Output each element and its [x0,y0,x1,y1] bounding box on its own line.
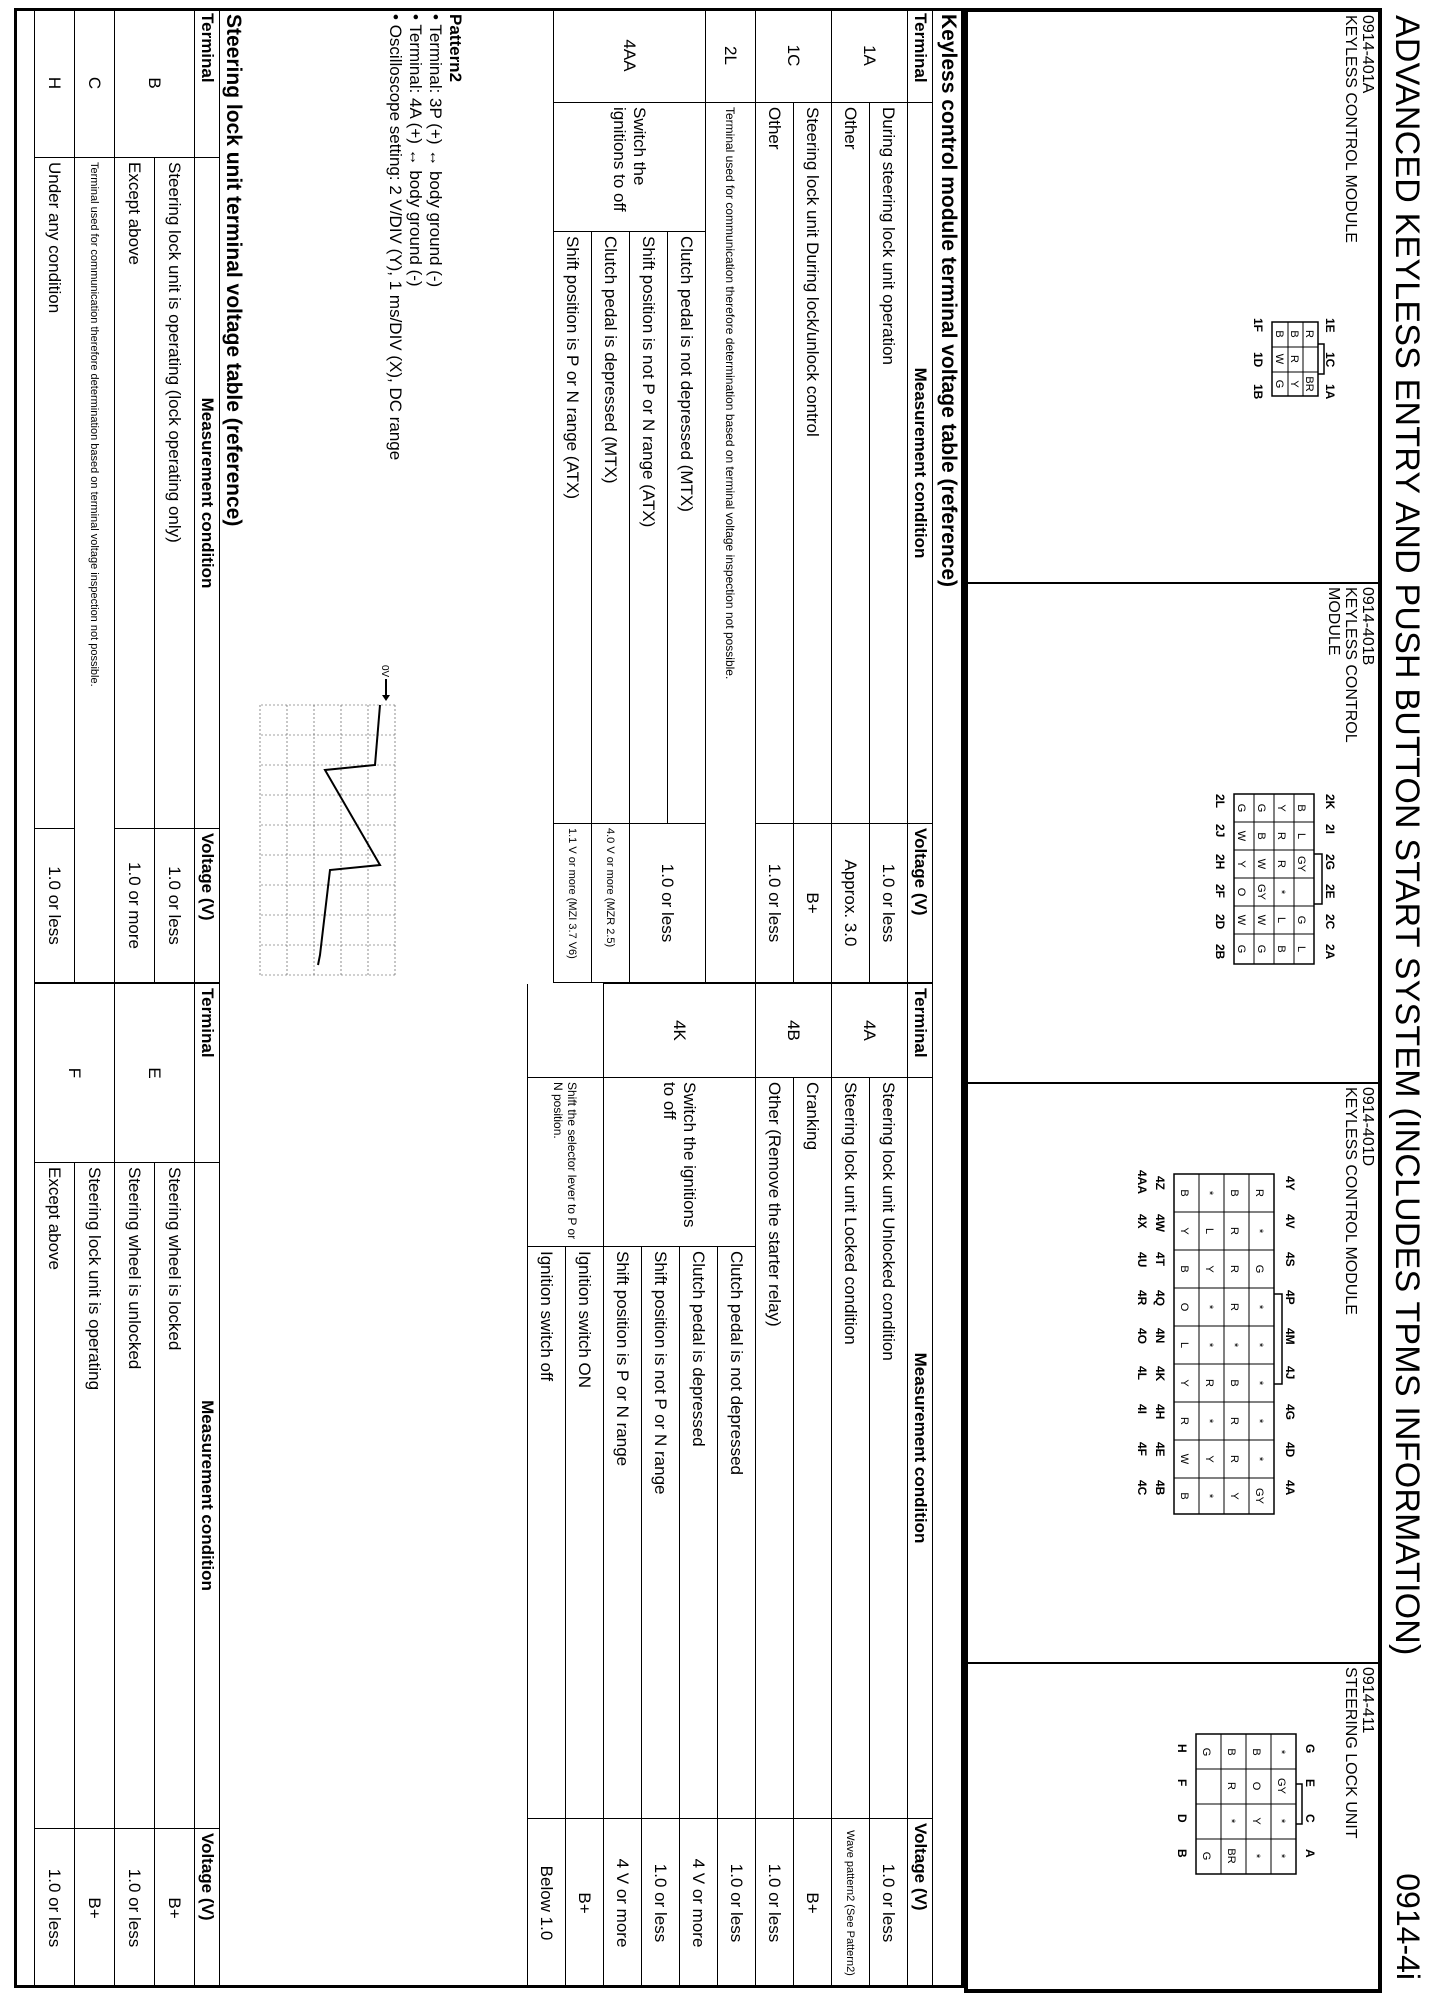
condition-cell: Clutch pedal is depressed [680,1247,718,1819]
svg-text:*: * [1253,1418,1265,1424]
condition-cell: Other [832,103,870,824]
connector-diagram-411 [1138,1724,1318,1924]
svg-text:G: G [1255,803,1267,813]
voltage-cell: 1.0 or less [642,1819,680,1988]
condition-cell: Steering wheel is unlocked [115,1163,155,1829]
svg-text:R: R [1228,1227,1240,1235]
table-row [35,9,75,983]
table-row [794,9,832,983]
svg-text:2L: 2L [1213,794,1227,809]
svg-text:2K: 2K [1323,794,1337,810]
table-header-row [908,9,933,983]
svg-text:4Y: 4Y [1283,1176,1297,1191]
terminal-cell: H [35,9,75,158]
connector-diagram-401a [1248,312,1338,432]
voltage-cell: 1.0 or less [756,824,794,983]
table-row [794,984,832,1988]
svg-text:*: * [1228,1342,1240,1348]
svg-text:*: * [1203,1418,1215,1424]
note-cell: Terminal used for communication therefore determination based on terminal voltage inspection not possible. [706,103,756,983]
voltage-cell: 1.0 or less [870,1819,908,1988]
condition-cell: Other [756,103,794,824]
condition-cell: Steering lock unit is operating [75,1163,115,1829]
condition-cell: Except above [115,158,155,829]
svg-text:G: G [1303,1744,1317,1754]
condition-cell: Clutch pedal is depressed (MTX) [592,232,630,824]
condition-cell: Steering lock unit During lock/unlock control [794,103,832,824]
connector-name: KEYLESS CONTROL MODULE [1325,587,1359,743]
svg-text:Y: Y [1203,1265,1215,1273]
svg-text:L: L [1203,1227,1215,1235]
svg-text:2C: 2C [1323,914,1337,930]
svg-text:2D: 2D [1213,914,1227,930]
svg-text:Y: Y [1250,1817,1262,1825]
svg-text:4P: 4P [1283,1290,1297,1305]
svg-text:4AA: 4AA [1135,1170,1149,1195]
terminal-cell: B [115,9,195,158]
svg-text:1E: 1E [1323,318,1337,333]
svg-text:B: B [1228,1379,1240,1387]
svg-text:B: B [1250,1748,1262,1756]
terminal-cell: 1A [832,9,908,103]
terminal-cell: 2L [706,9,756,103]
pattern-bullet: • Terminal: 4A (+) ↔ body ground (-) [406,14,425,287]
svg-text:W: W [1235,830,1247,842]
voltage-cell: 1.0 or more [115,829,155,983]
svg-text:4N: 4N [1153,1328,1167,1344]
condition-cell: Under any condition [35,158,75,829]
svg-text:Y: Y [1203,1455,1215,1463]
svg-text:2H: 2H [1213,854,1227,870]
connector-name: KEYLESS CONTROL MODULE [1342,1087,1359,1315]
col-terminal: Terminal [195,9,220,158]
svg-text:4V: 4V [1283,1214,1297,1229]
svg-text:1D: 1D [1251,352,1265,368]
svg-text:E: E [1303,1779,1317,1788]
table-row [566,984,604,1988]
connector-id: 0914-401B [1359,587,1376,666]
svg-text:R: R [1228,1455,1240,1463]
svg-text:4G: 4G [1283,1404,1297,1421]
group-cell: Shift the selector lever to P or N position. [528,1078,604,1247]
col-condition: Measurement condition [195,158,220,829]
svg-text:*: * [1203,1342,1215,1348]
svg-text:W: W [1273,353,1285,365]
connector-cell-401D [967,1083,1379,1663]
voltage-cell: 1.0 or less [718,1819,756,1988]
svg-text:*: * [1275,889,1287,895]
group-cell: Switch the ignitions to off [554,103,706,232]
oscilloscope-waveform [255,665,400,985]
voltage-cell: B+ [75,1829,115,1988]
svg-text:A: A [1303,1849,1317,1858]
svg-text:4F: 4F [1135,1442,1149,1457]
svg-text:*: * [1203,1190,1215,1196]
svg-text:O: O [1178,1302,1190,1312]
voltage-cell: 1.0 or less [870,824,908,983]
condition-cell: Steering wheel is locked [155,1163,195,1829]
svg-text:2B: 2B [1213,944,1227,960]
keyless-table-title: Keyless control module terminal voltage table (reference) [937,14,960,588]
svg-text:W: W [1255,858,1267,870]
svg-text:4O: 4O [1135,1328,1149,1345]
terminal-cell: 4A [832,984,908,1078]
svg-text:H: H [1175,1744,1189,1753]
table-row [75,9,115,983]
pattern-bullet: • Terminal: 3P (+) ↔ body ground (-) [426,14,445,288]
voltage-cell: Approx. 3.0 [832,824,870,983]
voltage-cell: B+ [794,1819,832,1988]
svg-text:Y: Y [1275,804,1287,812]
condition-cell: Ignition switch off [528,1247,566,1819]
svg-text:4C: 4C [1135,1480,1149,1496]
svg-text:1C: 1C [1323,352,1337,368]
terminal-cell: 4K [604,984,756,1078]
connector-id: 0914-401A [1359,15,1376,94]
svg-text:4D: 4D [1283,1442,1297,1458]
condition-cell: During steering lock unit operation [870,103,908,824]
svg-text:*: * [1253,1342,1265,1348]
svg-text:R: R [1225,1782,1237,1790]
svg-text:W: W [1178,1453,1190,1465]
svg-text:2J: 2J [1213,824,1227,838]
svg-text:G: G [1200,1851,1212,1861]
svg-text:GY: GY [1275,1778,1287,1794]
col-terminal: Terminal [908,984,933,1078]
connector-cell-401B [967,583,1379,1083]
svg-text:4E: 4E [1153,1442,1167,1457]
terminal-cell: 4AA [554,9,706,103]
table-row [756,9,794,983]
voltage-cell: 1.0 or less [35,829,75,983]
voltage-cell: 1.0 or less [756,1819,794,1988]
terminal-cell: 4B [756,984,832,1078]
pattern-title: Pattern2 [446,14,465,83]
svg-text:*: * [1253,1380,1265,1386]
svg-text:O: O [1235,887,1247,897]
table-header-row [195,984,220,1988]
connector-diagram-401b [1188,784,1338,1004]
svg-text:4H: 4H [1153,1404,1167,1420]
col-voltage: Voltage (V) [195,829,220,983]
svg-text:B: B [1275,945,1287,953]
table-header-row [195,9,220,983]
table-row [756,984,794,1988]
svg-text:4M: 4M [1283,1328,1297,1345]
connector-id: 0914-411 [1359,1667,1376,1734]
svg-text:4R: 4R [1135,1290,1149,1306]
voltage-cell: 4.0 V or more (MZR 2.5) [592,824,630,983]
svg-text:GY: GY [1255,884,1267,900]
connector-name: STEERING LOCK UNIT [1342,1667,1359,1839]
col-voltage: Voltage (V) [908,1819,933,1988]
svg-text:Y: Y [1178,1227,1190,1235]
col-condition: Measurement condition [908,1078,933,1819]
table-row [155,9,195,983]
condition-cell: Clutch pedal is not depressed (MTX) [668,232,706,824]
svg-text:*: * [1275,1818,1287,1824]
steering-table-left [34,8,220,983]
col-condition: Measurement condition [195,1163,220,1829]
table-row [870,984,908,1988]
voltage-cell: B+ [566,1819,604,1988]
svg-text:4S: 4S [1283,1252,1297,1267]
svg-text:4W: 4W [1153,1214,1167,1232]
doc-number: 0914-4i [1390,1873,1426,1980]
svg-text:R: R [1253,1189,1265,1197]
condition-cell: Ignition switch ON [566,1247,604,1819]
svg-text:4Z: 4Z [1153,1176,1167,1191]
svg-text:*: * [1225,1818,1237,1824]
svg-text:4A: 4A [1283,1480,1297,1496]
svg-text:2I: 2I [1323,824,1337,835]
svg-text:G: G [1235,803,1247,813]
condition-cell: Steering lock unit Unlocked condition [870,1078,908,1819]
svg-text:R: R [1228,1303,1240,1311]
connector-name: KEYLESS CONTROL MODULE [1342,15,1359,243]
svg-text:B: B [1175,1849,1189,1858]
condition-cell: Other (Remove the starter relay) [756,1078,794,1819]
table-row [832,984,870,1988]
svg-text:D: D [1175,1814,1189,1823]
group-cell: Switch the ignitions to off [604,1078,756,1247]
svg-text:W: W [1235,914,1247,926]
svg-text:4K: 4K [1153,1366,1167,1382]
svg-text:*: * [1203,1493,1215,1499]
svg-text:BR: BR [1303,376,1315,392]
svg-text:B: B [1228,1189,1240,1197]
svg-text:Y: Y [1178,1379,1190,1387]
condition-cell: Shift position is not P or N range (ATX) [630,232,668,824]
voltage-cell: 1.0 or less [115,1829,155,1988]
voltage-cell: 1.0 or less [155,829,195,983]
svg-text:B: B [1178,1492,1190,1500]
svg-text:*: * [1253,1228,1265,1234]
svg-text:*: * [1275,1749,1287,1755]
condition-cell: Steering lock unit Locked condition [832,1078,870,1819]
terminal-cell: C [75,9,115,158]
svg-text:R: R [1228,1417,1240,1425]
svg-text:G: G [1255,944,1267,954]
zero-volt-label: 0V [379,665,390,678]
connector-panel [964,8,1382,1993]
voltage-cell: B+ [155,1829,195,1988]
svg-text:B: B [1178,1265,1190,1273]
svg-text:L: L [1178,1341,1190,1349]
svg-text:4L: 4L [1135,1366,1149,1381]
svg-text:*: * [1253,1456,1265,1462]
svg-text:R: R [1275,860,1287,868]
page-title: ADVANCED KEYLESS ENTRY AND PUSH BUTTON START SYSTEM (INCLUDES TPMS INFORMATION) [1388,15,1426,1656]
terminal-cell [528,984,604,1078]
terminal-cell: F [35,984,115,1163]
connector-cell-411 [967,1663,1379,1990]
col-terminal: Terminal [195,984,220,1163]
svg-text:B: B [1178,1189,1190,1197]
svg-text:R: R [1203,1379,1215,1387]
svg-text:1A: 1A [1323,384,1337,400]
col-condition: Measurement condition [908,103,933,824]
voltage-cell: Wave pattern2 (See Pattern2) [832,1819,870,1988]
terminal-cell: 1C [756,9,832,103]
svg-text:Y: Y [1228,1492,1240,1500]
svg-text:L: L [1275,916,1287,924]
svg-text:4B: 4B [1153,1480,1167,1496]
pattern-bullet: • Oscilloscope setting: 2 V/DIV (Y), 1 ms/DIV (X), DC range [386,14,405,461]
table-row [718,984,756,1988]
voltage-cell: 4 V or more [604,1819,642,1988]
svg-text:4J: 4J [1283,1366,1297,1380]
svg-text:G: G [1235,944,1247,954]
svg-text:G: G [1295,915,1307,925]
keyless-table-left [553,8,933,983]
svg-text:4T: 4T [1153,1252,1167,1267]
svg-text:B: B [1295,804,1307,812]
condition-cell: Shift position is not P or N range [642,1247,680,1819]
connector-cell-401A [967,11,1379,583]
steering-table-title: Steering lock unit terminal voltage table (reference) [222,14,245,527]
keyless-table-right [527,983,933,1988]
connector-id: 0914-401D [1359,1087,1376,1167]
svg-text:R: R [1288,355,1300,363]
table-row [832,9,870,983]
col-voltage: Voltage (V) [908,824,933,983]
condition-cell: Cranking [794,1078,832,1819]
condition-cell: Except above [35,1163,75,1829]
note-cell: Terminal used for communication therefore determination based on terminal voltage inspection not possible. [75,158,115,983]
svg-text:B: B [1225,1748,1237,1756]
svg-text:L: L [1295,945,1307,953]
svg-text:G: G [1200,1747,1212,1757]
col-terminal: Terminal [908,9,933,103]
svg-text:F: F [1175,1779,1189,1787]
svg-text:R: R [1178,1417,1190,1425]
svg-text:GY: GY [1253,1488,1265,1504]
svg-text:*: * [1275,1853,1287,1859]
voltage-cell: 1.1 V or more (MZI 3.7 V6) [554,824,592,983]
svg-text:Y: Y [1288,380,1300,388]
svg-text:Y: Y [1235,860,1247,868]
svg-text:1F: 1F [1251,318,1265,333]
table-row [870,9,908,983]
voltage-cell: B+ [794,824,832,983]
svg-text:G: G [1273,379,1285,389]
svg-text:R: R [1275,832,1287,840]
svg-text:*: * [1253,1304,1265,1310]
svg-text:2F: 2F [1213,884,1227,899]
svg-text:4Q: 4Q [1153,1290,1167,1307]
svg-text:2G: 2G [1323,854,1337,871]
svg-text:1B: 1B [1251,384,1265,400]
condition-cell: Steering lock unit is operating (lock operating only) [155,158,195,829]
connector-diagram-401d [1118,1164,1298,1564]
svg-text:B: B [1273,330,1285,338]
table-row [668,9,706,983]
col-voltage: Voltage (V) [195,1829,220,1988]
svg-text:4I: 4I [1135,1404,1149,1415]
svg-text:R: R [1303,330,1315,338]
svg-text:B: B [1288,330,1300,338]
table-row [706,9,756,983]
voltage-cell: Below 1.0 [528,1819,566,1988]
voltage-cell: 1.0 or less [35,1829,75,1988]
svg-text:BR: BR [1225,1848,1237,1864]
svg-text:R: R [1228,1265,1240,1273]
steering-table-right [34,983,220,1988]
svg-text:4U: 4U [1135,1252,1149,1268]
voltage-cell: 1.0 or less [630,824,706,983]
svg-text:2E: 2E [1323,884,1337,899]
condition-cell: Shift position is P or N range (ATX) [554,232,592,824]
svg-text:*: * [1250,1853,1262,1859]
voltage-cell: 4 V or more [680,1819,718,1988]
svg-text:GY: GY [1295,856,1307,872]
condition-cell: Clutch pedal is not depressed [718,1247,756,1819]
table-row [75,984,115,1988]
svg-text:O: O [1250,1781,1262,1791]
svg-text:B: B [1255,832,1267,840]
table-header-row [908,984,933,1988]
svg-text:4X: 4X [1135,1214,1149,1229]
svg-text:L: L [1295,832,1307,840]
table-row [155,984,195,1988]
terminal-cell: E [115,984,195,1163]
condition-cell: Shift position is P or N range [604,1247,642,1819]
svg-text:2A: 2A [1323,944,1337,960]
svg-text:C: C [1303,1814,1317,1823]
svg-text:*: * [1203,1304,1215,1310]
svg-text:G: G [1253,1264,1265,1274]
svg-text:W: W [1255,914,1267,926]
